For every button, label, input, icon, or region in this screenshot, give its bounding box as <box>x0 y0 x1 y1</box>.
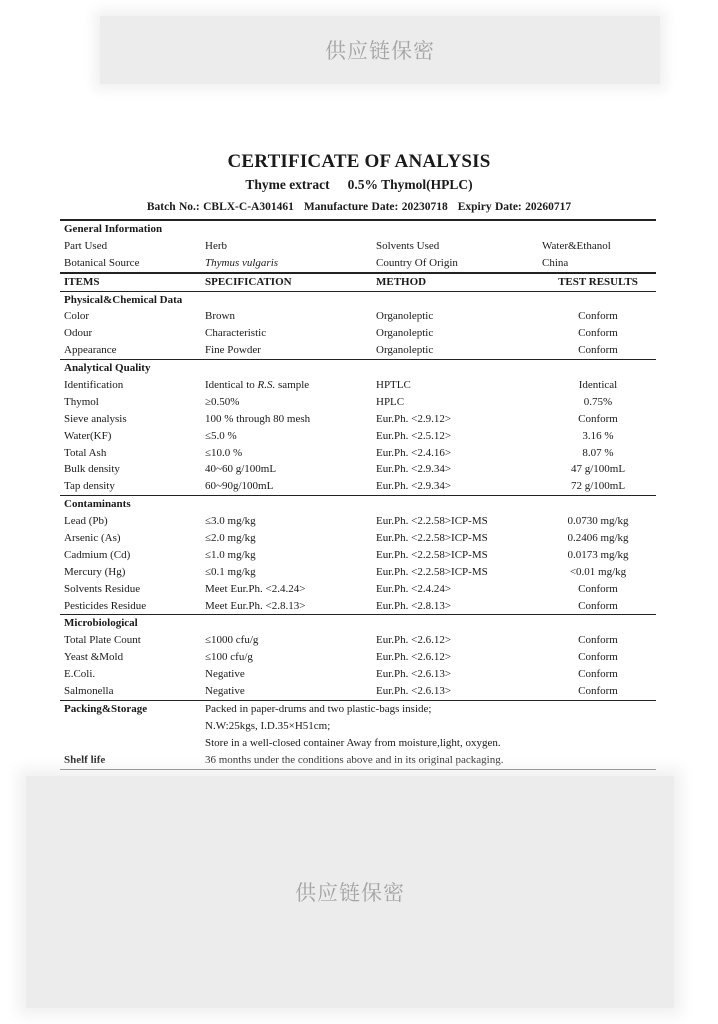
document-title: CERTIFICATE OF ANALYSIS <box>227 151 491 172</box>
table-row: Arsenic (As) ≤2.0 mg/kg Eur.Ph. <2.2.58>ICP-MS 0.2406 mg/kg <box>64 532 629 545</box>
table-row: Appearance Fine Powder Organoleptic Conform <box>64 344 618 357</box>
packing-line-3: Store in a well-closed container Away from moisture,light, oxygen. <box>205 736 501 749</box>
botanical-source-label: Botanical Source <box>64 256 140 269</box>
header-method: METHOD <box>376 275 427 288</box>
table-row: Pesticides Residue Meet Eur.Ph. <2.8.13> Eur.Ph. <2.8.13> Conform <box>64 599 618 612</box>
table-row: Odour Characteristic Organoleptic Conform <box>64 327 618 340</box>
packing-row-1 <box>60 700 656 718</box>
table-row: Solvents Residue Meet Eur.Ph. <2.4.24> Eur.Ph. <2.4.24> Conform <box>64 582 618 595</box>
table-row: Total Ash ≤10.0 % Eur.Ph. <2.4.16> 8.07 % <box>64 446 614 459</box>
table-row: Tap density 60~90g/100mL Eur.Ph. <2.9.34> 72 g/100mL <box>64 480 626 493</box>
redaction-block-top <box>100 16 660 84</box>
table-row: Bulk density 40~60 g/100mL Eur.Ph. <2.9.34> 47 g/100mL <box>64 463 626 476</box>
table-row: Identification Identical to R.S. sample HPTLC Identical <box>60 377 656 394</box>
header-specification: SPECIFICATION <box>205 275 292 288</box>
redaction-block-bottom <box>26 776 674 1008</box>
table-row: Salmonella Negative Eur.Ph. <2.6.13> Conform <box>64 685 618 698</box>
general-row-part-used <box>60 238 656 255</box>
packing-line-1: Packed in paper-drums and two plastic-bags inside; <box>205 702 432 715</box>
botanical-source-value: Thymus vulgaris <box>205 256 279 269</box>
table-row: Sieve analysis 100 % through 80 mesh Eur.Ph. <2.9.12> Conform <box>64 412 618 425</box>
packing-row-2 <box>60 718 656 735</box>
section-analytical-heading: Analytical Quality <box>60 359 656 377</box>
shelf-life-label: Shelf life <box>64 753 106 766</box>
manufacture-date: Manufacture Date: 20230718 <box>303 201 448 213</box>
expiry-date: Expiry Date: 20260717 <box>457 201 572 213</box>
table-row: Water(KF) ≤5.0 % Eur.Ph. <2.5.12> 3.16 % <box>64 429 614 442</box>
watermark-text-top: 供应链保密 <box>325 39 435 63</box>
identification-spec: Identical to R.S. sample <box>205 379 310 392</box>
solvents-used-label: Solvents Used <box>376 239 440 252</box>
product-line <box>0 177 718 193</box>
section-general-heading: General Information <box>64 223 163 235</box>
country-origin-label: Country Of Origin <box>376 256 458 269</box>
column-header-row <box>60 272 656 292</box>
table-row: Lead (Pb) ≤3.0 mg/kg Eur.Ph. <2.2.58>ICP-MS 0.0730 mg/kg <box>64 515 629 528</box>
product-spec: 0.5% Thymol(HPLC) <box>347 177 473 192</box>
packing-label: Packing&Storage <box>64 702 148 715</box>
batch-number: Batch No.: CBLX-C-A301461 <box>146 201 294 213</box>
packing-row-3 <box>60 735 656 752</box>
batch-line <box>0 201 718 213</box>
watermark-text-bottom: 供应链保密 <box>295 881 405 905</box>
table-row: Total Plate Count ≤1000 cfu/g Eur.Ph. <2.6.12> Conform <box>64 634 618 647</box>
general-row-botanical <box>60 255 656 272</box>
table-row: Mercury (Hg) ≤0.1 mg/kg Eur.Ph. <2.2.58>ICP-MS <0.01 mg/kg <box>64 565 627 578</box>
section-contaminants-heading: Contaminants <box>60 495 656 513</box>
table-row: Cadmium (Cd) ≤1.0 mg/kg Eur.Ph. <2.2.58>ICP-MS 0.0173 mg/kg <box>64 548 629 561</box>
table-row: Yeast &Mold ≤100 cfu/g Eur.Ph. <2.6.12> Conform <box>64 651 618 664</box>
shelf-life-value: 36 months under the conditions above and in its original packaging. <box>205 753 504 766</box>
part-used-value: Herb <box>205 239 227 252</box>
header-test-results: TEST RESULTS <box>558 275 638 288</box>
section-physical-heading: Physical&Chemical Data <box>64 293 183 306</box>
country-origin-value: China <box>542 256 569 269</box>
section-micro-heading: Microbiological <box>60 614 656 632</box>
header-items: ITEMS <box>64 275 100 288</box>
shelf-life-row <box>60 752 656 769</box>
analysis-table <box>60 219 656 770</box>
table-row: E.Coli. Negative Eur.Ph. <2.6.13> Conform <box>64 668 618 681</box>
part-used-label: Part Used <box>64 239 108 252</box>
table-row: Color Brown Organoleptic Conform <box>64 310 618 323</box>
packing-line-2: N.W:25kgs, I.D.35×H51cm; <box>205 719 331 732</box>
table-row: Thymol ≥0.50% HPLC 0.75% <box>64 395 613 408</box>
product-name: Thyme extract <box>245 177 330 192</box>
solvents-used-value: Water&Ethanol <box>542 239 611 252</box>
